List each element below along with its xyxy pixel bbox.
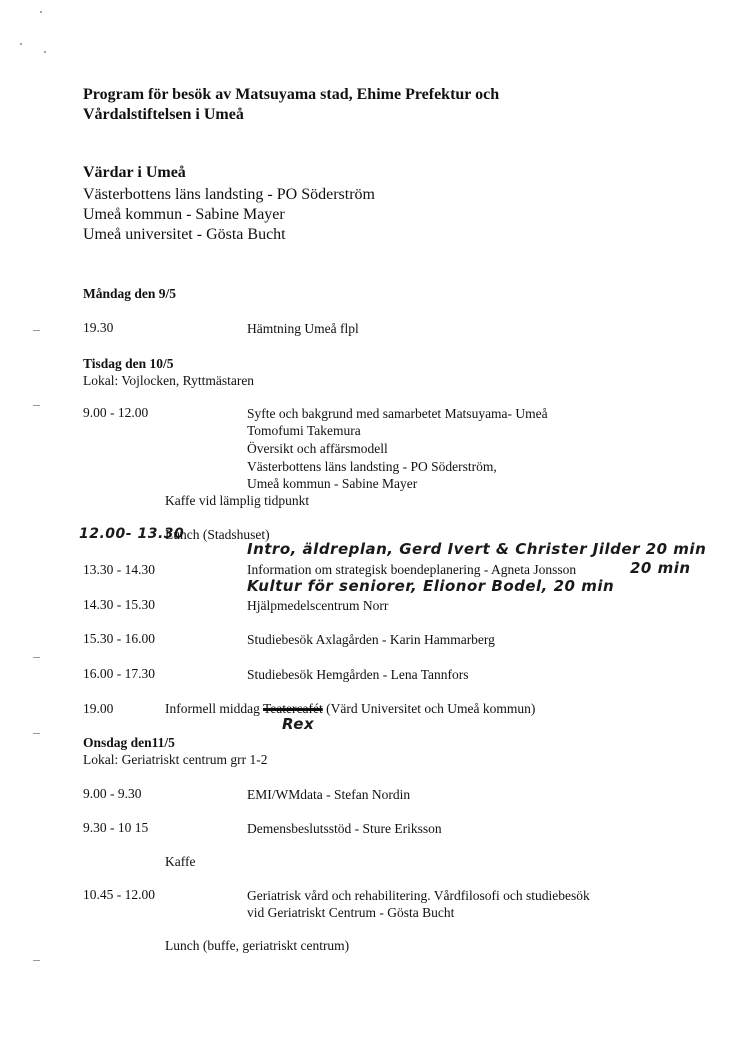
schedule-time: 9.00 - 9.30 — [83, 786, 142, 801]
handwritten-duration: 20 min — [630, 559, 691, 577]
schedule-desc: Demensbeslutsstöd - Sture Eriksson — [247, 821, 442, 836]
schedule-desc-line: Geriatrisk vård och rehabilitering. Vårdfilosofi och studiebesök — [247, 888, 590, 903]
schedule-time: 9.30 - 10 15 — [83, 820, 149, 835]
lunch-desc: Lunch (buffe, geriatriskt centrum) — [165, 938, 350, 953]
scan-speck — [40, 11, 42, 13]
tuesday-location: Lokal: Vojlocken, Ryttmästaren — [83, 373, 255, 388]
schedule-time: 15.30 - 16.00 — [83, 631, 155, 646]
schedule-desc: Studiebesök Axlagården - Karin Hammarberg — [247, 632, 495, 647]
schedule-desc: Studiebesök Hemgården - Lena Tannfors — [247, 667, 469, 682]
margin-mark — [33, 657, 40, 658]
margin-mark — [33, 405, 40, 406]
schedule-time: 16.00 - 17.30 — [83, 666, 155, 681]
coffee-note: Kaffe — [165, 854, 196, 869]
handwritten-lunch-time: 12.00- 13.30 — [79, 526, 185, 542]
schedule-time: 19.00 — [83, 701, 114, 716]
struck-venue: Teatercafét — [263, 701, 323, 716]
schedule-desc-line: Västerbottens läns landsting - PO Söderström, — [247, 459, 497, 474]
dinner-desc — [165, 701, 535, 717]
scan-speck — [44, 51, 46, 53]
schedule-desc-line: Översikt och affärsmodell — [247, 441, 388, 456]
schedule-desc-line: Tomofumi Takemura — [247, 423, 361, 438]
schedule-time: 10.45 - 12.00 — [83, 887, 155, 902]
handwritten-note-kultur: Kultur för seniorer, Elionor Bodel, 20 min — [247, 577, 615, 595]
scan-speck — [20, 43, 22, 45]
schedule-desc: EMI/WMdata - Stefan Nordin — [247, 787, 411, 802]
wednesday-location: Lokal: Geriatriskt centrum grr 1-2 — [83, 752, 268, 767]
margin-mark — [33, 330, 40, 331]
host-item: Västerbottens läns landsting - PO Söderström — [83, 186, 375, 203]
schedule-desc: Information om strategisk boendeplanering - Agneta Jonsson — [247, 562, 577, 577]
coffee-note: Kaffe vid lämplig tidpunkt — [165, 493, 310, 508]
dinner-host-note: (Värd Universitet och Umeå kommun) — [326, 701, 536, 716]
host-item: Umeå universitet - Gösta Bucht — [83, 226, 286, 243]
lunch-desc: Lunch (Stadshuset) — [165, 527, 270, 542]
document-title-line2: Vårdalstiftelsen i Umeå — [83, 106, 244, 123]
margin-mark — [33, 960, 40, 961]
wednesday-heading: Onsdag den11/5 — [83, 735, 175, 750]
schedule-time: 14.30 - 15.30 — [83, 597, 155, 612]
schedule-time: 9.00 - 12.00 — [83, 405, 149, 420]
schedule-desc-line: Syfte och bakgrund med samarbetet Matsuyama- Umeå — [247, 406, 548, 421]
handwritten-venue-rex: Rex — [282, 715, 315, 733]
schedule-time: 13.30 - 14.30 — [83, 562, 155, 577]
handwritten-note-intro: Intro, äldreplan, Gerd Ivert & Christer Jilder 20 min — [247, 540, 707, 558]
schedule-desc: Hämtning Umeå flpl — [247, 321, 359, 336]
document-title-line1: Program för besök av Matsuyama stad, Ehime Prefektur och — [83, 86, 500, 103]
schedule-desc-line: vid Geriatriskt Centrum - Gösta Bucht — [247, 905, 455, 920]
hosts-heading: Värdar i Umeå — [83, 164, 186, 181]
schedule-desc-line: Umeå kommun - Sabine Mayer — [247, 476, 418, 491]
tuesday-heading: Tisdag den 10/5 — [83, 356, 174, 371]
margin-mark — [33, 733, 40, 734]
schedule-desc: Hjälpmedelscentrum Norr — [247, 598, 389, 613]
dinner-label: Informell middag — [165, 701, 260, 716]
monday-heading: Måndag den 9/5 — [83, 286, 177, 301]
schedule-time: 19.30 — [83, 320, 114, 335]
host-item: Umeå kommun - Sabine Mayer — [83, 206, 285, 223]
